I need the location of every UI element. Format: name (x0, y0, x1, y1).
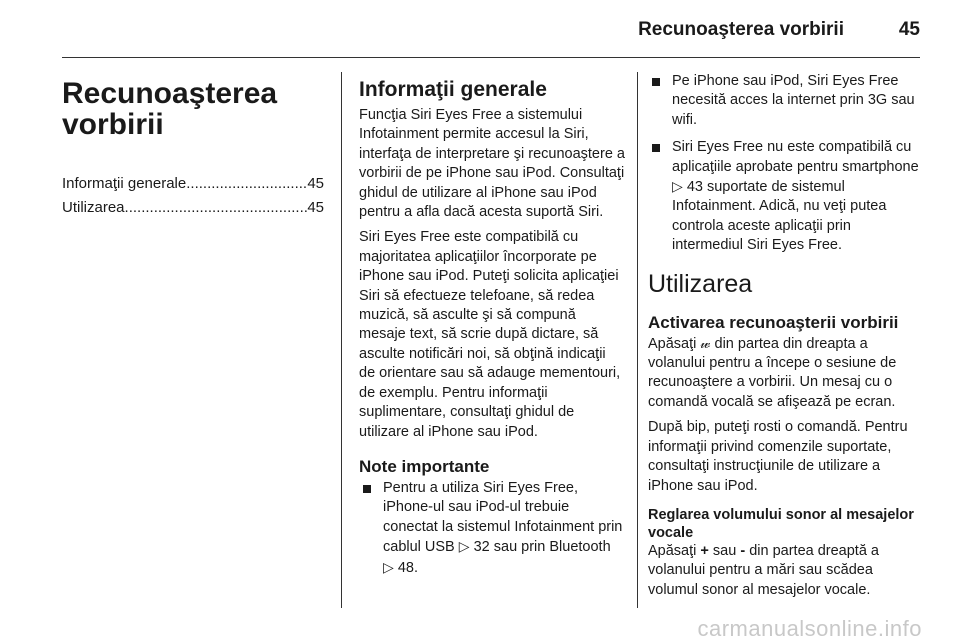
notes-list-continued (648, 72, 922, 256)
toc-entry[interactable] (62, 174, 324, 193)
section-title-general: Informaţii generale (359, 78, 547, 101)
page-ref[interactable]: 32 (473, 539, 490, 556)
page-ref[interactable]: 43 (686, 179, 703, 196)
voice-recognition-icon: 𝓌 (700, 335, 711, 352)
chapter-title: Recunoaşterea vorbirii (62, 77, 278, 141)
paragraph: După bip, puteţi rosti o comandă. Pentru informaţii privind comenzile suportate, consultaţi instrucţiunile de utilizare a iPhone sau iPod. (648, 419, 908, 494)
list-item: Pentru a utiliza Siri Eyes Free, iPhone-ul sau iPod-ul trebuie conectat la sistemul Infotainment prin cablul USB ▷ 32 sau prin Bluetooth ▷ 48. (359, 479, 625, 578)
paragraph: Funcţia Siri Eyes Free a sistemului Infotainment permite accesul la Siri, interfaţa de interpretare şi recunoaştere a vorbirii de pe iPhone sau iPod. Consultaţi ghidul de utilizare al iPhone sau iPod pentru a afla dacă acesta suportă Siri. (359, 107, 625, 221)
subsection-title-activate: Activarea recunoaşterii vorbirii (648, 312, 899, 332)
toc-leader (125, 198, 308, 217)
column-toc (62, 72, 324, 222)
toc-label: Utilizarea (62, 199, 125, 216)
section-title-usage: Utilizarea (648, 269, 753, 298)
paragraph: Siri Eyes Free este compatibilă cu majoritatea aplicaţiilor încorporate pe iPhone sau iPod. Puteţi solicita aplicaţiei Siri să efectueze telefoane, să redea muzică, să asculte şi să compună mesaje text, să scrie după dictare, să asculte notificări noi, să obţină indicaţii de orientare sau să adauge mementouri, de exemplu. Pentru informaţii suplimentare, consultaţi ghidul de utilizare al iPhone sau iPod. (359, 229, 621, 440)
header-rule (62, 57, 920, 58)
paragraph: Apăsaţi + sau - din partea dreaptă a volanului pentru a mări sau scădea volumul sonor al mesajelor vocale. (648, 542, 879, 598)
running-title: Recunoaşterea vorbirii (638, 19, 844, 40)
toc-label: Informaţii generale (62, 175, 187, 192)
toc-page: 45 (307, 199, 324, 216)
page-header (62, 0, 920, 54)
notes-list (359, 479, 625, 578)
toc-leader (186, 174, 307, 193)
section-title-notes: Note importante (359, 456, 490, 476)
page-ref[interactable]: 48 (397, 559, 414, 576)
page-ref-arrow-icon: ▷ (672, 178, 683, 195)
column-general (359, 72, 625, 586)
list-item: Siri Eyes Free nu este compatibilă cu aplicaţiile aprobate pentru smartphone ▷ 43 suportate de sistemul Infotainment. Adică, nu veţi putea controla aceste aplicaţii prin intermediul Siri Eyes Free. (648, 138, 922, 255)
column-divider-1 (341, 72, 342, 608)
subsection-title-volume: Reglarea volumului sonor al mesajelor vocale (648, 506, 914, 541)
volume-minus-symbol: - (740, 542, 746, 559)
toc-entry[interactable] (62, 198, 324, 217)
page-ref-arrow-icon: ▷ (458, 538, 470, 555)
volume-plus-symbol: + (700, 542, 709, 559)
paragraph: Apăsaţi 𝓌 din partea din dreapta a volanului pentru a începe o sesiune de recunoaştere a vorbirii. Un mesaj cu o comandă vocală se afişează pe ecran. (648, 335, 897, 410)
watermark: carmanualsonline.info (697, 616, 922, 641)
page-number: 45 (898, 19, 920, 40)
toc-page: 45 (307, 175, 324, 192)
column-usage (648, 72, 922, 606)
page-ref-arrow-icon: ▷ (383, 558, 394, 575)
list-item: Pe iPhone sau iPod, Siri Eyes Free necesită acces la internet prin 3G sau wifi. (648, 72, 922, 130)
column-divider-2 (637, 72, 638, 608)
